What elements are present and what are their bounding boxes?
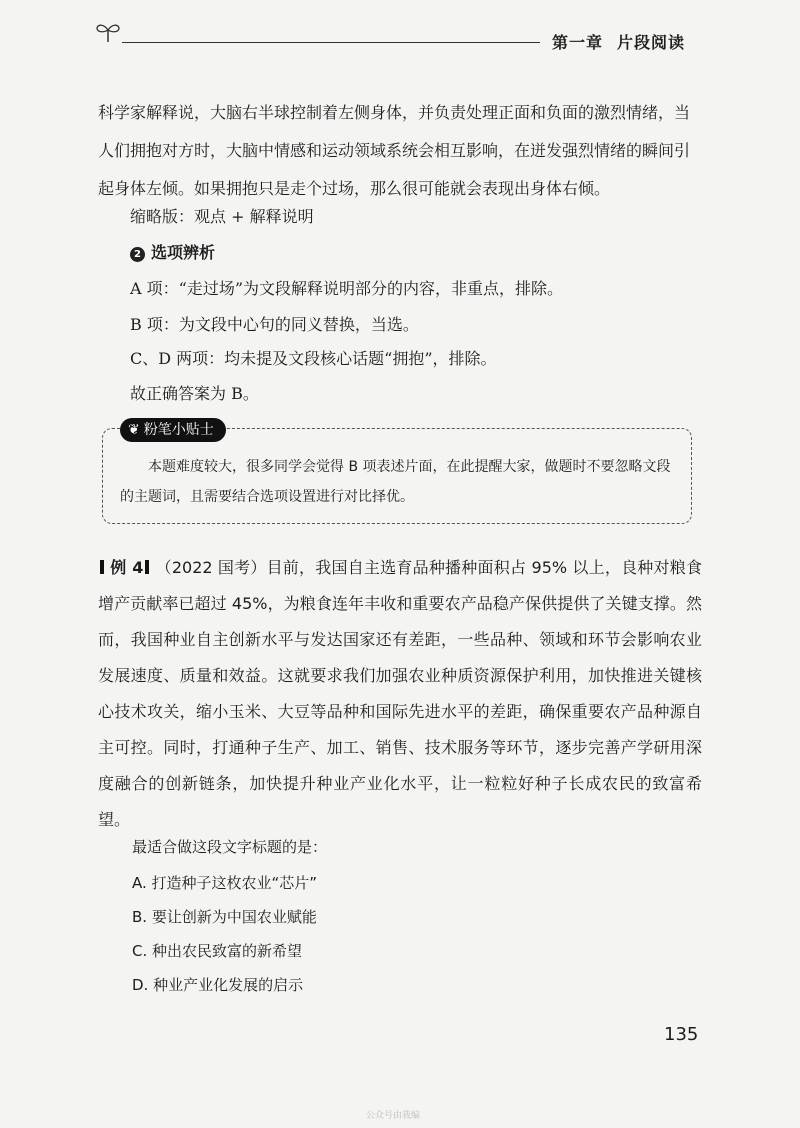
page-number: 135 [664,1024,699,1045]
label-bar-icon [100,560,104,574]
option-cd-analysis: C、D 两项：均未提及文段核心话题“拥抱”，排除。 [130,349,497,368]
example-source: （2022 国考） [155,558,267,577]
explanation-paragraph: 科学家解释说，大脑右半球控制着左侧身体，并负责处理正面和负面的激烈情绪，当人们拥抱对方时，大脑中情感和运动领域系统会相互影响，在迸发强烈情绪的瞬间引起身体左倾。如果拥抱只是走个过场，那么很可能就会表现出身体右倾。 [98,103,691,198]
choice-b: B. 要让创新为中国农业赋能 [132,908,317,926]
header-rule [122,42,540,43]
choice-d: D. 种业产业化发展的启示 [132,976,304,994]
number-badge-icon: 2 [130,247,145,262]
tip-title [120,418,226,442]
section-title: 片段阅读 [617,33,686,52]
leaf-icon: ❦ [128,422,140,438]
choice-c: C. 种出农民致富的新希望 [132,942,303,960]
label-bar-icon [145,560,149,574]
chapter-header [552,30,699,53]
example-label: 例 4 [110,558,144,577]
options-heading [130,240,215,263]
sprout-icon [94,20,122,44]
tip-title-label: 粉笔小贴士 [143,422,214,438]
example-paragraph [98,550,702,838]
tip-text: 本题难度较大，很多同学会觉得 B 项表述片面，在此提醒大家，做题时不要忽略文段的主题词，且需要结合选项设置进行对比择优。 [120,459,671,505]
conclusion-line: 故正确答案为 B。 [130,384,259,403]
summary-line: 缩略版：观点 + 解释说明 [130,207,314,226]
option-a-analysis: A 项：“走过场”为文段解释说明部分的内容，非重点，排除。 [130,279,564,298]
watermark: 公众号由我编 [366,1111,421,1121]
question-stem: 最适合做这段文字标题的是： [132,838,328,856]
choice-a: A. 打造种子这枚农业“芯片” [132,874,318,892]
chapter-title: 第一章 [552,33,604,52]
options-heading-label: 选项辨析 [151,243,216,262]
example-text: 目前，我国自主选育品种播种面积占 95% 以上，良种对粮食增产贡献率已超过 45%，为粮食连年丰收和重要农产品稳产保供提供了关键支撑。然而，我国种业自主创新水平与发达国家还有差距，一些品种、领域和环节会影响农业发展速度、质量和效益。这就要求我们加强农业种质资源保护利用，加快推进关键核心技术攻关，缩小玉米、大豆等品种和国际先进水平的差距，确保重要农产品种源自主可控。同时，打通种子生产、加工、销售、技术服务等环节，逐步完善产学研用深度融合的创新链条，加快提升种业产业化水平，让一粒粒好种子长成农民的致富希望。 [98,558,702,829]
option-b-analysis: B 项：为文段中心句的同义替换，当选。 [130,315,419,334]
